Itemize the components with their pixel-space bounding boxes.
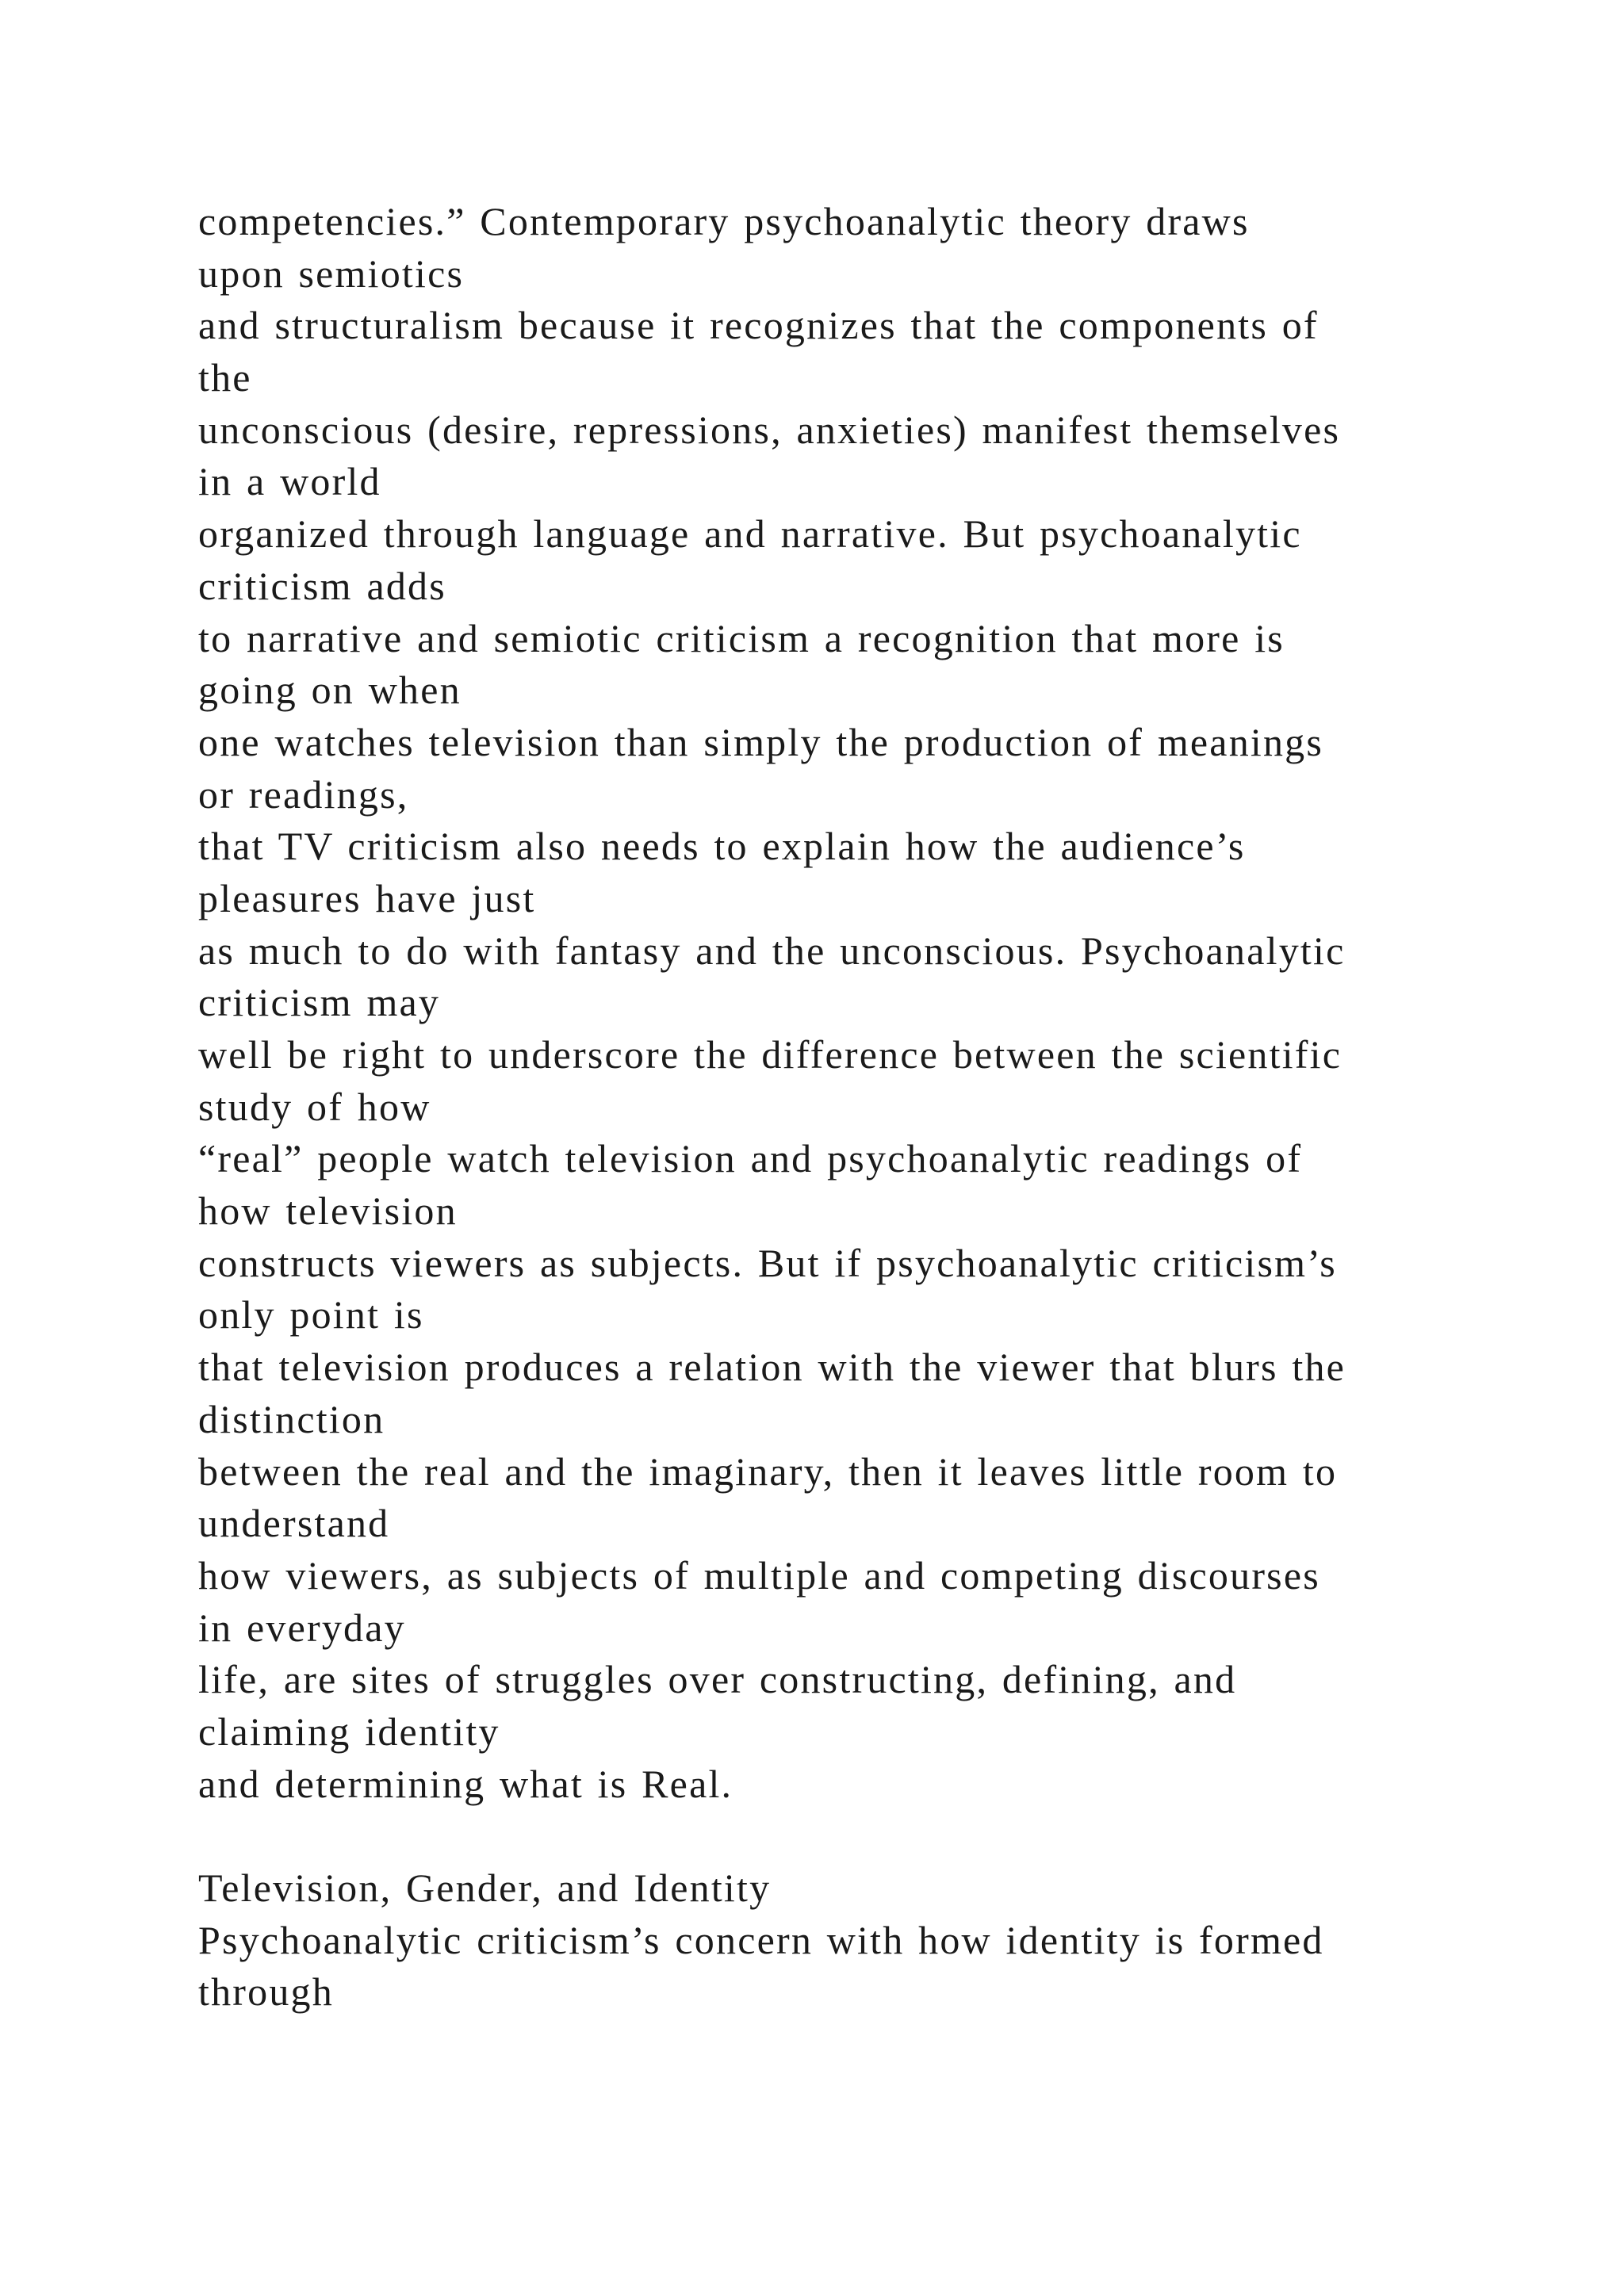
text-line: one watches television than simply the production of meanings (198, 719, 1324, 764)
text-line: constructs viewers as subjects. But if psychoanalytic criticism’s (198, 1240, 1337, 1285)
text-line: well be right to underscore the difference between the scientific (198, 1032, 1342, 1077)
text-line: through (198, 1969, 334, 2015)
paragraph-1 (198, 196, 1546, 1810)
text-line: study of how (198, 1084, 431, 1129)
paragraph-2 (198, 1915, 1546, 2019)
text-line: pleasures have just (198, 875, 536, 920)
section-heading: Television, Gender, and Identity (198, 1866, 772, 1910)
text-line: Psychoanalytic criticism’s concern with how identity is formed (198, 1917, 1324, 1962)
text-line: between the real and the imaginary, then it leaves little room to (198, 1448, 1338, 1494)
text-line: as much to do with fantasy and the unconscious. Psychoanalytic (198, 928, 1346, 973)
text-line: that television produces a relation with the viewer that blurs the (198, 1345, 1346, 1390)
text-line: only point is (198, 1292, 424, 1337)
text-line: upon semiotics (198, 251, 465, 296)
text-line: organized through language and narrative. But psychoanalytic (198, 511, 1302, 557)
document-body (198, 196, 1546, 2019)
text-line: how television (198, 1188, 458, 1234)
text-line: to narrative and semiotic criticism a recognition that more is (198, 615, 1285, 660)
text-line: or readings, (198, 771, 409, 817)
text-line: criticism adds (198, 563, 446, 608)
text-line: in a world (198, 459, 381, 504)
paragraph-spacer (198, 1810, 1546, 1862)
text-line: that TV criticism also needs to explain how the audience’s (198, 824, 1246, 869)
text-line: how viewers, as subjects of multiple and competing discourses (198, 1552, 1320, 1598)
text-line: unconscious (desire, repressions, anxieties) manifest themselves (198, 407, 1341, 452)
text-line: “real” people watch television and psychoanalytic readings of (198, 1136, 1303, 1181)
text-line: in everyday (198, 1605, 406, 1650)
text-line: understand (198, 1501, 390, 1546)
text-line: life, are sites of struggles over constructing, defining, and (198, 1657, 1237, 1702)
text-line: and determining what is Real. (198, 1761, 733, 1806)
text-line: competencies.” Contemporary psychoanalytic theory draws (198, 199, 1250, 243)
text-line: the (198, 355, 252, 400)
text-line: claiming identity (198, 1709, 500, 1754)
text-line: going on when (198, 668, 462, 713)
text-line: distinction (198, 1396, 385, 1441)
text-line: criticism may (198, 980, 441, 1025)
text-line: and structuralism because it recognizes that the components of (198, 303, 1319, 348)
